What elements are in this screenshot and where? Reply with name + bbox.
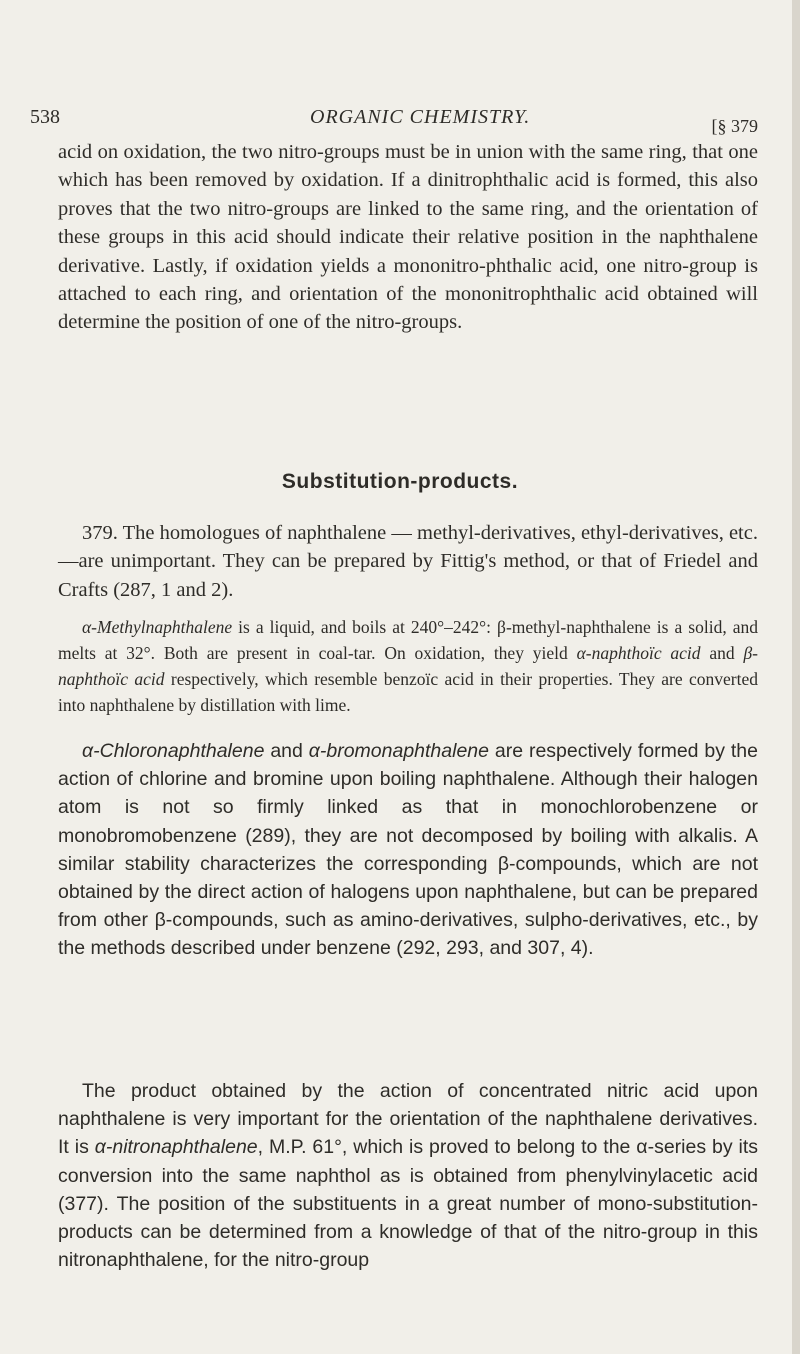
- text-span: and: [264, 740, 309, 762]
- page-edge: [792, 0, 800, 1354]
- term-alpha-naphthoic-acid: α-naphthoïc acid: [576, 643, 701, 663]
- text-span: respectively, which resemble benzoïc acid in their properties. They are converted into naphthalene by distillation with lime.: [58, 669, 758, 715]
- term-chloronaphthalene: α-Chloronaphthalene: [82, 740, 265, 762]
- paragraph-text: The homologues of naphthalene — methyl-derivatives, ethyl-derivatives, etc.—are unimportant. They can be prepared by Fittig's method, or that of Friedel and Crafts (287, 1 and 2).: [58, 522, 758, 601]
- running-header: [30, 106, 758, 138]
- text-span: , M.P. 61°, which is proved to belong to the α-series by its conversion into the same naphthol as is obtained from phenylvinylacetic acid (377). The position of the substituents in a great number of mono-substitution-products can be determined from a knowledge of that of the nitro-group in this nitronaphthalene, for the nitro-group: [58, 1136, 758, 1272]
- term-nitronaphthalene: α-nitronaphthalene: [94, 1136, 258, 1159]
- paragraph-methylnaphthalene: [58, 614, 758, 718]
- term-bromonaphthalene: α-bromonaphthalene: [308, 740, 489, 762]
- page-number: 538: [30, 106, 60, 128]
- paragraph-halonaphthalenes: [58, 737, 758, 963]
- paragraph-oxidation: acid on oxidation, the two nitro-groups must be in union with the same ring, that one which has been removed by oxidation. If a dinitrophthalic acid is formed, this also proves that the two nitro-groups are linked to the same ring, and the orientation of these groups in this acid should indicate their relative position in the naphthalene derivative. Lastly, if oxidation yields a mononitro-phthalic acid, one nitro-group is attached to each ring, and orientation of the mononitrophthalic acid obtained will determine the position of one of the nitro-groups.: [58, 141, 758, 334]
- term-methylnaphthalene: α-Methylnaphthalene: [82, 617, 233, 637]
- section-reference: [§ 379: [711, 116, 758, 136]
- running-title: ORGANIC CHEMISTRY.: [310, 106, 531, 128]
- text-span: β-methyl-naphthalene is a solid, and melts at 32°. Both are present in coal-tar. On oxidation, they yield: [58, 617, 758, 663]
- term-beta-naphthoic-acid: β-naphthoïc acid: [58, 643, 758, 689]
- text-span: The product obtained by the action of concentrated nitric acid upon naphthalene is very important for the orientation of the naphthalene derivatives. It is: [58, 1080, 758, 1159]
- text-span: are respectively formed by the action of chlorine and bromine upon boiling naphthalene. Although their halogen atom is not so firmly linked as that in monochlorobenzene or monobromobenzene (289), they are not decomposed by boiling with alkalis. A similar stability characterizes the corresponding β-compounds, which are not obtained by the direct action of halogens upon naphthalene, but can be prepared from other β-compounds, such as amino-derivatives, sulpho-derivatives, etc., by the methods described under benzene (292, 293, and 307, 4).: [58, 740, 758, 960]
- paragraph-nitronaphthalene: [58, 1077, 758, 1274]
- paragraph-379: [58, 519, 758, 604]
- paragraph-number: 379.: [82, 522, 118, 544]
- section-heading: Substitution-products.: [281, 470, 519, 493]
- text-span: is a liquid, and boils at 240°–242°:: [232, 617, 498, 637]
- text-span: and: [700, 643, 744, 663]
